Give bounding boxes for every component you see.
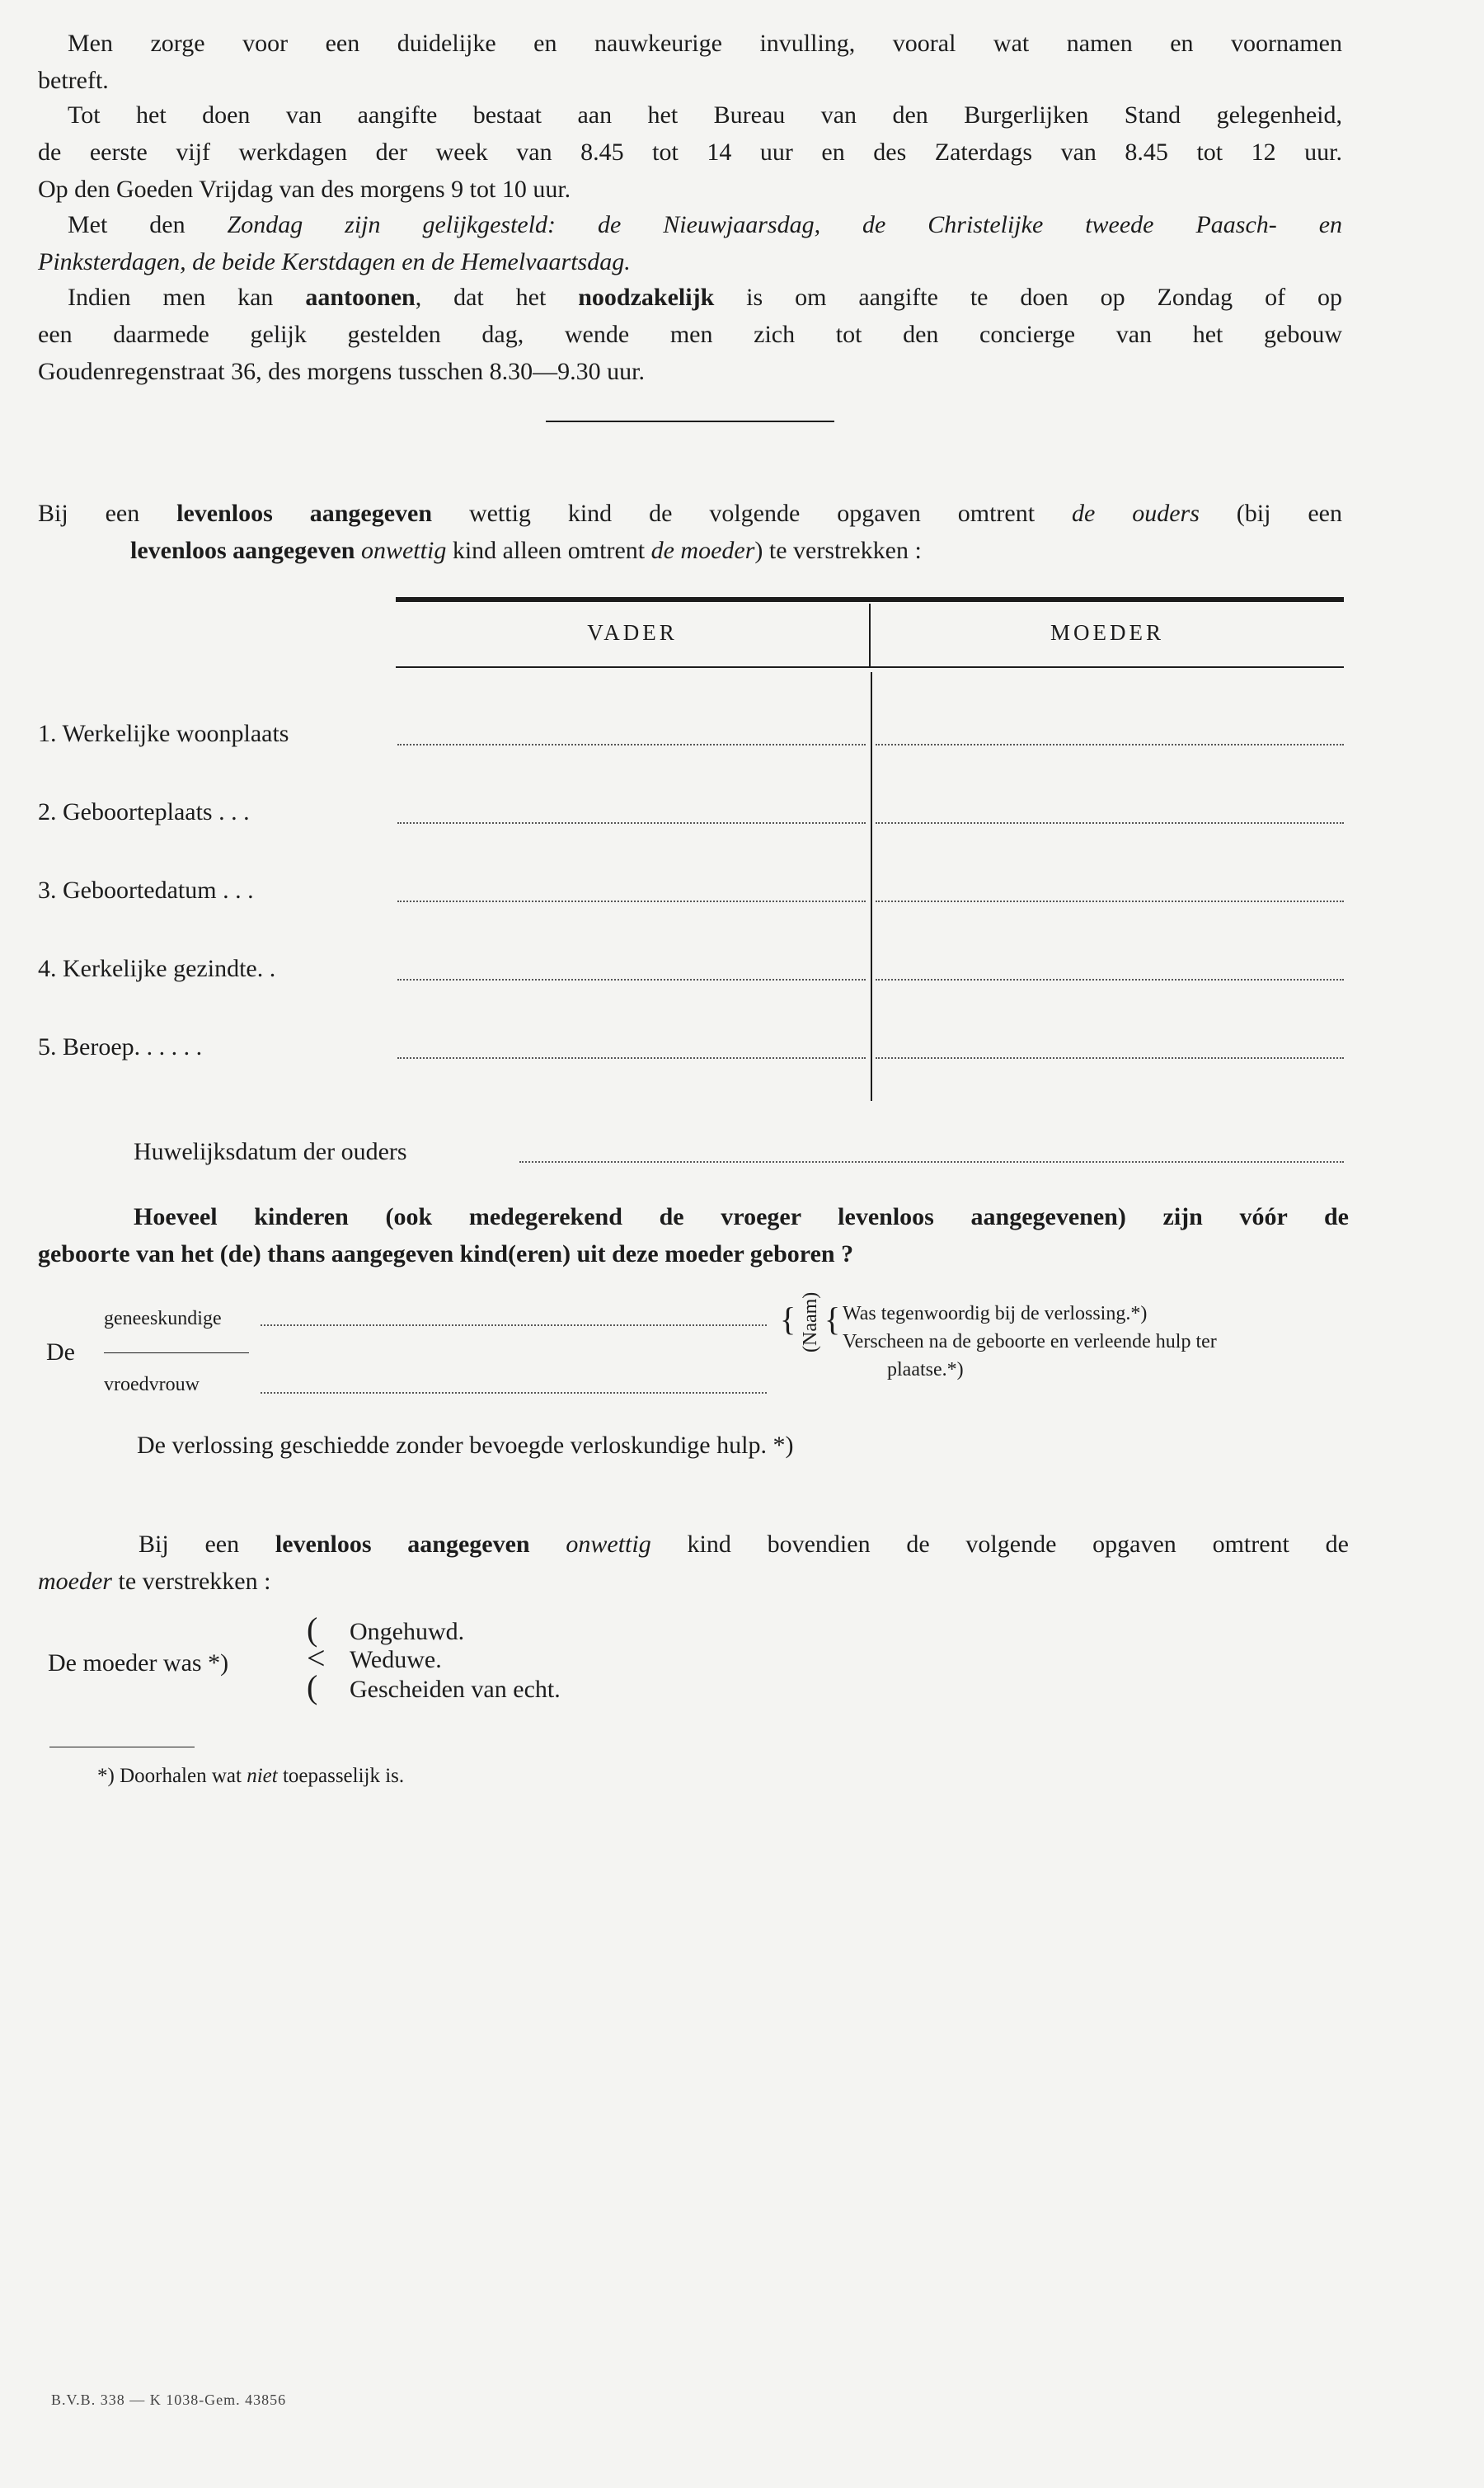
row-label: 5. Beroep. . . . . . (38, 1033, 203, 1061)
stillborn-text: wettig kind de volgende opgaven omtrent (432, 500, 1072, 527)
instructions-line (38, 206, 1342, 243)
instructions-text: Tot het doen van aangifte bestaat aan het Bureau van den Burgerlijken Stand gelegenheid, (68, 101, 1342, 129)
instructions-text: Indien men kan (68, 284, 306, 311)
father-field[interactable] (397, 822, 866, 824)
marriage-date-label: Huwelijksdatum der ouders (134, 1138, 407, 1165)
vroedvrouw-name-field[interactable] (261, 1392, 767, 1394)
illegit-text: kind bovendien de volgende opgaven omtrent de (650, 1531, 1349, 1558)
father-field[interactable] (397, 901, 866, 902)
footnote-text: *) Doorhalen wat (97, 1765, 247, 1787)
instructions-text: noodzakelijk (578, 284, 715, 311)
vroedvrouw-label: vroedvrouw (104, 1374, 200, 1395)
status-option-unmarried[interactable]: Ongehuwd. (350, 1618, 465, 1645)
footnote-text: toepasselijk is. (277, 1765, 405, 1787)
marriage-date-field[interactable] (519, 1161, 1344, 1163)
children-question (38, 1235, 1349, 1272)
instructions-line (38, 96, 1342, 134)
table-header-rule (396, 666, 1344, 668)
instructions-text: is om aangifte te doen op Zondag of op (714, 284, 1342, 311)
geneeskundige-name-field[interactable] (261, 1324, 767, 1326)
mother-field[interactable] (876, 822, 1344, 824)
children-question (38, 1198, 1349, 1235)
stillborn-intro (38, 495, 1342, 532)
de-label: De (46, 1338, 75, 1366)
illegit-intro (38, 1563, 1349, 1600)
stillborn-text: de ouders (1071, 500, 1200, 527)
instructions-text: de eerste vijf werkdagen der week van 8.45 tot 14 uur en des Zaterdags van 8.45 tot 12 uur. (38, 139, 1342, 166)
status-option-divorced[interactable]: Gescheiden van echt. (350, 1676, 561, 1703)
naam-label: (Naam) (800, 1291, 821, 1352)
instructions-line (38, 25, 1342, 62)
stillborn-text: kind alleen omtrent (446, 537, 651, 564)
illegit-text: Bij een (139, 1531, 275, 1558)
instructions-line (38, 171, 1342, 208)
instructions-line (38, 353, 1342, 390)
left-brace: { (780, 1300, 796, 1338)
stillborn-intro (130, 532, 1342, 569)
table-column-divider (871, 672, 872, 1101)
stillborn-text: Bij een (38, 500, 177, 527)
stillborn-text: (bij een (1199, 500, 1342, 527)
instructions-line (38, 279, 1342, 316)
row-label: 2. Geboorteplaats . . . (38, 798, 250, 825)
section-divider (546, 421, 834, 422)
stillborn-text: onwettig (355, 537, 447, 564)
illegit-text: moeder (38, 1568, 112, 1595)
status-option-widow[interactable]: Weduwe. (350, 1646, 442, 1673)
attendant-option-present[interactable]: Was tegenwoordig bij de verlossing.*) (843, 1303, 1148, 1324)
mother-field[interactable] (876, 901, 1344, 902)
instructions-text: aantoonen (305, 284, 416, 311)
father-field[interactable] (397, 1057, 866, 1059)
instructions-text: Men zorge voor een duidelijke en nauwkeurige invulling, vooral wat namen en voornamen (68, 30, 1342, 57)
attendant-option-after[interactable]: Verscheen na de geboorte en verleende hulp ter (843, 1331, 1217, 1352)
instructions-text: een daarmede gelijk gestelden dag, wende men zich tot den concierge van het gebouw (38, 321, 1342, 348)
instructions-text: betreft. (38, 67, 109, 94)
instructions-line (38, 134, 1342, 171)
mother-status-label: De moeder was *) (48, 1649, 229, 1677)
instructions-line (38, 62, 1342, 99)
mother-field[interactable] (876, 979, 1344, 981)
children-question-text: Hoeveel kinderen (ook medegerekend de vroeger levenloos aangegevenen) zijn vóór de (134, 1203, 1349, 1230)
father-field[interactable] (397, 979, 866, 981)
row-label: 3. Geboortedatum . . . (38, 877, 254, 904)
row-label: 4. Kerkelijke gezindte. . (38, 955, 276, 982)
column-header-mother: MOEDER (1050, 620, 1164, 645)
attendant-option-after-cont: plaatse.*) (887, 1359, 964, 1380)
stillborn-text: levenloos aangegeven (176, 500, 433, 527)
instructions-text: , dat het (415, 284, 579, 311)
footnote-text: niet (247, 1765, 278, 1787)
choice-separator (104, 1352, 249, 1353)
footnote (97, 1765, 404, 1788)
illegit-text: onwettig (529, 1531, 651, 1558)
stillborn-text: de moeder (650, 537, 755, 564)
right-brace: { (824, 1300, 841, 1338)
row-label: 1. Werkelijke woonplaats (38, 720, 289, 747)
form-code: B.V.B. 338 — K 1038-Gem. 43856 (51, 2392, 287, 2408)
instructions-text: Op den Goeden Vrijdag van des morgens 9 tot 10 uur. (38, 176, 571, 203)
status-brace: ( < ( (307, 1611, 326, 1705)
no-help-statement[interactable]: De verlossing geschiedde zonder bevoegde verloskundige hulp. *) (137, 1432, 794, 1459)
illegit-text: te verstrekken : (111, 1568, 271, 1595)
instructions-text: Goudenregenstraat 36, des morgens tusschen 8.30—9.30 uur. (38, 358, 645, 385)
mother-field[interactable] (876, 1057, 1344, 1059)
mother-field[interactable] (876, 744, 1344, 745)
instructions-text: Zondag zijn gelijkgesteld: de Nieuwjaarsdag, de Christelijke tweede Paasch- en (227, 211, 1343, 238)
stillborn-text: levenloos aangegeven (130, 537, 355, 564)
table-top-rule (396, 597, 1344, 602)
children-question-text: geboorte van het (de) thans aangegeven kind(eren) uit deze moeder geboren ? (38, 1240, 854, 1268)
father-field[interactable] (397, 744, 866, 745)
illegit-intro (38, 1526, 1349, 1563)
instructions-line (38, 243, 1342, 280)
instructions-line (38, 316, 1342, 353)
illegit-text: levenloos aangegeven (275, 1531, 530, 1558)
instructions-text: Pinksterdagen, de beide Kerstdagen en de Hemelvaartsdag. (38, 248, 631, 275)
instructions-text: Met den (68, 211, 228, 238)
geneeskundige-label: geneeskundige (104, 1308, 222, 1329)
stillborn-text: ) te verstrekken : (754, 537, 922, 564)
column-header-father: VADER (587, 620, 678, 645)
